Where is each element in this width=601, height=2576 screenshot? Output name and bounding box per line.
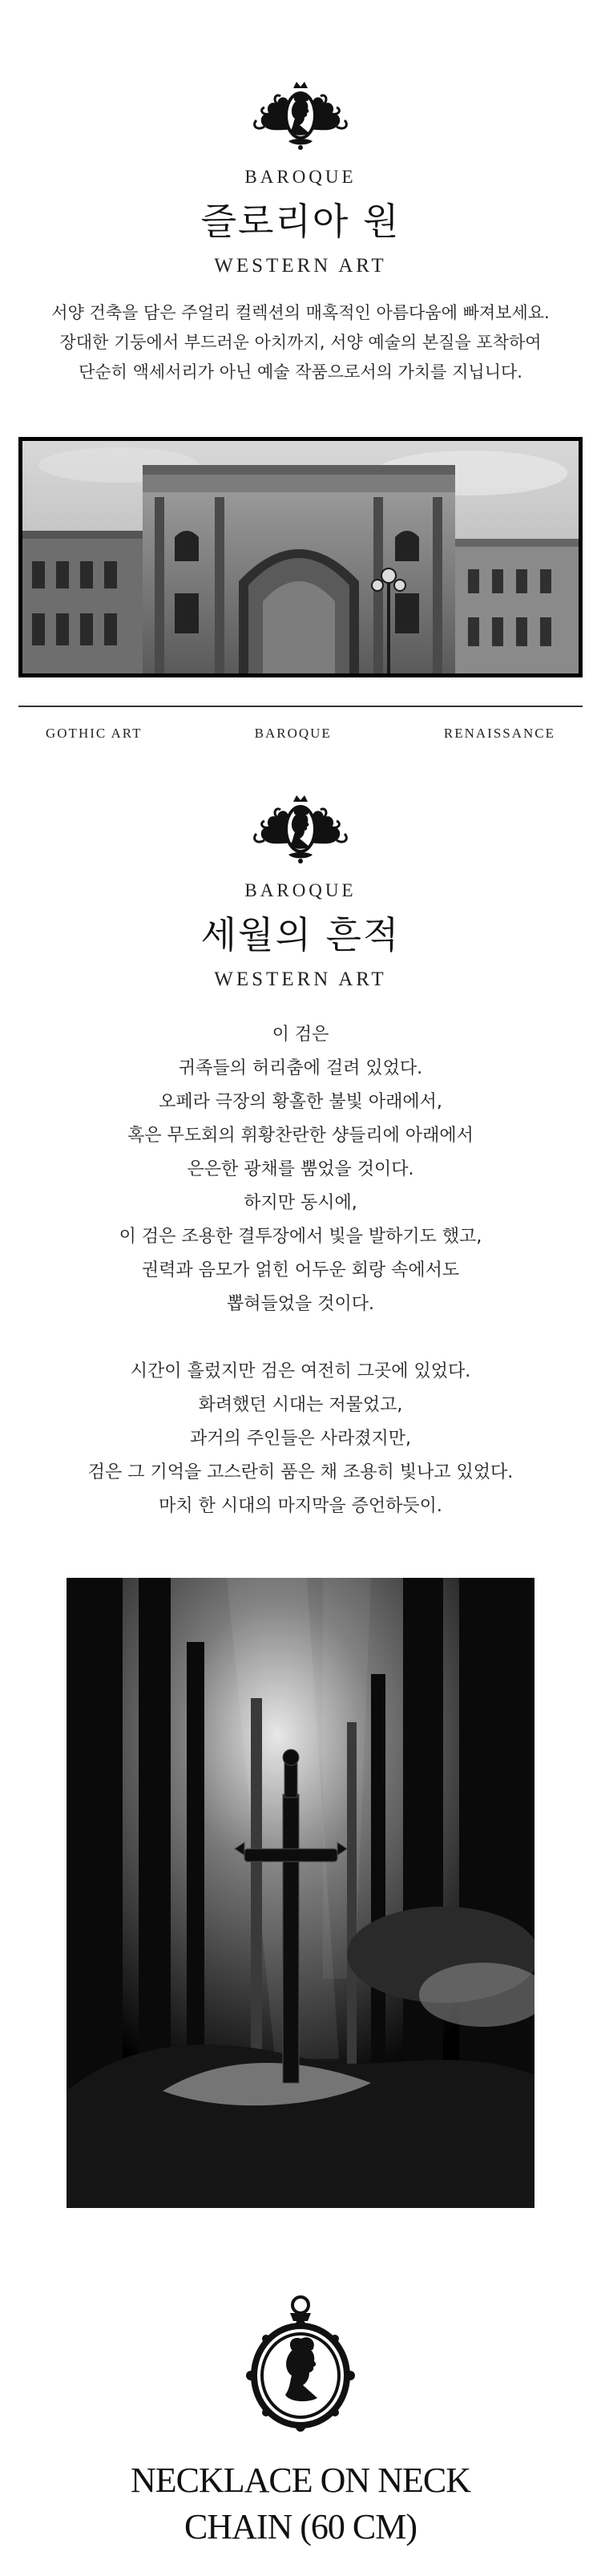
intro-section <box>0 80 601 387</box>
baroque-crest-icon <box>240 794 361 866</box>
collection-title: 즐로리아 원 <box>200 200 401 243</box>
sword-forest-image <box>67 1578 534 2208</box>
story-title: 세월의 흔적 <box>200 913 401 956</box>
medallion-pendant-icon <box>240 2289 361 2433</box>
brand-label: BAROQUE <box>244 167 357 187</box>
collection-subtitle: WESTERN ART <box>214 255 387 277</box>
tag-gothic-art: GOTHIC ART <box>46 726 143 741</box>
story-section <box>0 794 601 1523</box>
baroque-crest-icon <box>240 80 361 152</box>
section-divider <box>18 706 583 707</box>
style-tags <box>18 726 583 742</box>
collection-description: 서양 건축을 담은 주얼리 컬렉션의 매혹적인 아름다움에 빠져보세요. 장대한 기둥에서 부드러운 아치까지, 서양 예술의 본질을 포착하여 단순히 액세서리가 아닌 예술 작품으로서의 가치를 지닙니다. <box>51 303 550 382</box>
product-title: NECKLACE ON NECK CHAIN (60 CM) <box>131 2461 470 2546</box>
tag-renaissance: RENAISSANCE <box>443 726 555 741</box>
architecture-photo <box>18 437 583 677</box>
story-subtitle: WESTERN ART <box>214 969 387 990</box>
brand-label: BAROQUE <box>244 880 357 900</box>
story-poem: 이 검은 귀족들의 허리춤에 걸려 있었다. 오페라 극장의 황홀한 불빛 아래에서, 혹은 무도회의 휘황찬란한 샹들리에 아래에서 은은한 광채를 뿜었을 것이다. 하지만 동시에, 이 검은 조용한 결투장에서 빛을 발하기도 했고, 권력과 음모가 얽힌 어두운 회랑 속에서도 뽑혀들었을 것이다. 시간이 흘렀지만 검은 여전히 그곳에 있었다. 화려했던 시대는 저물었고, 과거의 주인들은 사라졌지만, 검은 그 기억을 고스란히 품은 채 조용히 빛나고 있었다. 마치 한 시대의 마지막을 증언하듯이. <box>87 1025 514 1516</box>
tag-baroque: BAROQUE <box>254 726 332 741</box>
